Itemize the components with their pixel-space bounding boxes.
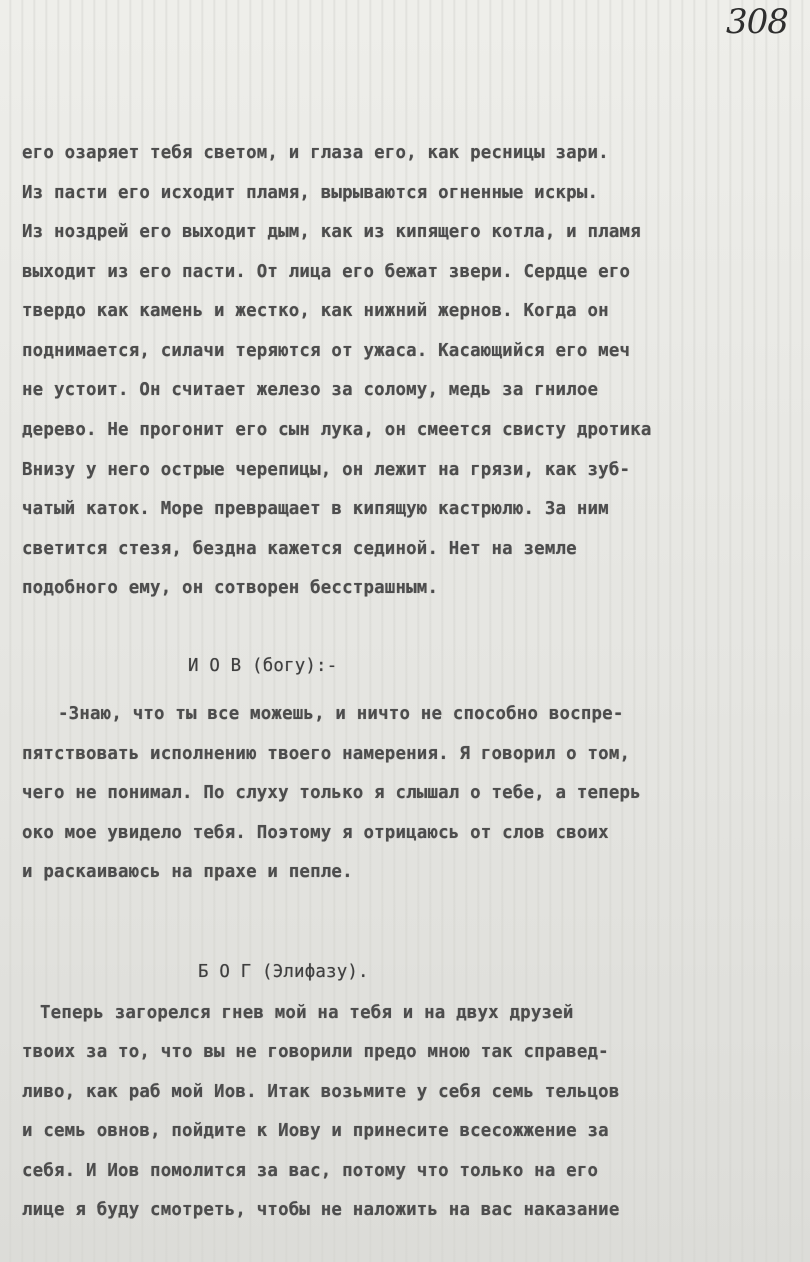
text-line: ливо, как раб мой Иов. Итак возьмите у себя семь тельцов <box>22 1082 620 1102</box>
speaker-heading: И О В (богу):- <box>188 656 338 676</box>
text-line: Из ноздрей его выходит дым, как из кипящего котла, и пламя <box>22 222 641 242</box>
text-line: и раскаиваюсь на прахе и пепле. <box>22 862 353 882</box>
text-line: чатый каток. Море превращает в кипящую кастрюлю. За ним <box>22 499 609 519</box>
text-line: дерево. Не прогонит его сын лука, он смеется свисту дротика <box>22 420 652 440</box>
text-line: поднимается, силачи теряются от ужаса. Касающийся его меч <box>22 341 631 361</box>
text-line: твоих за то, что вы не говорили предо мною так справед- <box>22 1042 609 1062</box>
text-line: твердо как камень и жестко, как нижний жернов. Когда он <box>22 301 609 321</box>
text-line: Из пасти его исходит пламя, вырываются огненные искры. <box>22 183 599 203</box>
text-line: выходит из его пасти. От лица его бежат звери. Сердце его <box>22 262 631 282</box>
text-line: пятствовать исполнению твоего намерения. Я говорил о том, <box>22 744 631 764</box>
text-line: светится стезя, бездна кажется сединой. Нет на земле <box>22 539 577 559</box>
text-line: его озаряет тебя светом, и глаза его, как ресницы зари. <box>22 143 609 163</box>
text-line: не устоит. Он считает железо за солому, медь за гнилое <box>22 380 599 400</box>
text-line: Внизу у него острые черепицы, он лежит на грязи, как зуб- <box>22 460 631 480</box>
folio-number: 308 <box>726 2 788 42</box>
text-line: око мое увидело тебя. Поэтому я отрицаюсь от слов своих <box>22 823 609 843</box>
text-line: Теперь загорелся гнев мой на тебя и на двух друзей <box>40 1003 574 1023</box>
text-line: чего не понимал. По слуху только я слышал о тебе, а теперь <box>22 783 641 803</box>
text-line: подобного ему, он сотворен бесстрашным. <box>22 578 439 598</box>
text-line: лице я буду смотреть, чтобы не наложить на вас наказание <box>22 1200 620 1220</box>
text-line: и семь овнов, пойдите к Иову и принесите всесожжение за <box>22 1121 609 1141</box>
speaker-heading: Б О Г (Элифазу). <box>198 962 369 982</box>
text-line: -Знаю, что ты все можешь, и ничто не способно воспре- <box>58 704 624 724</box>
text-line: себя. И Иов помолится за вас, потому что только на его <box>22 1161 599 1181</box>
